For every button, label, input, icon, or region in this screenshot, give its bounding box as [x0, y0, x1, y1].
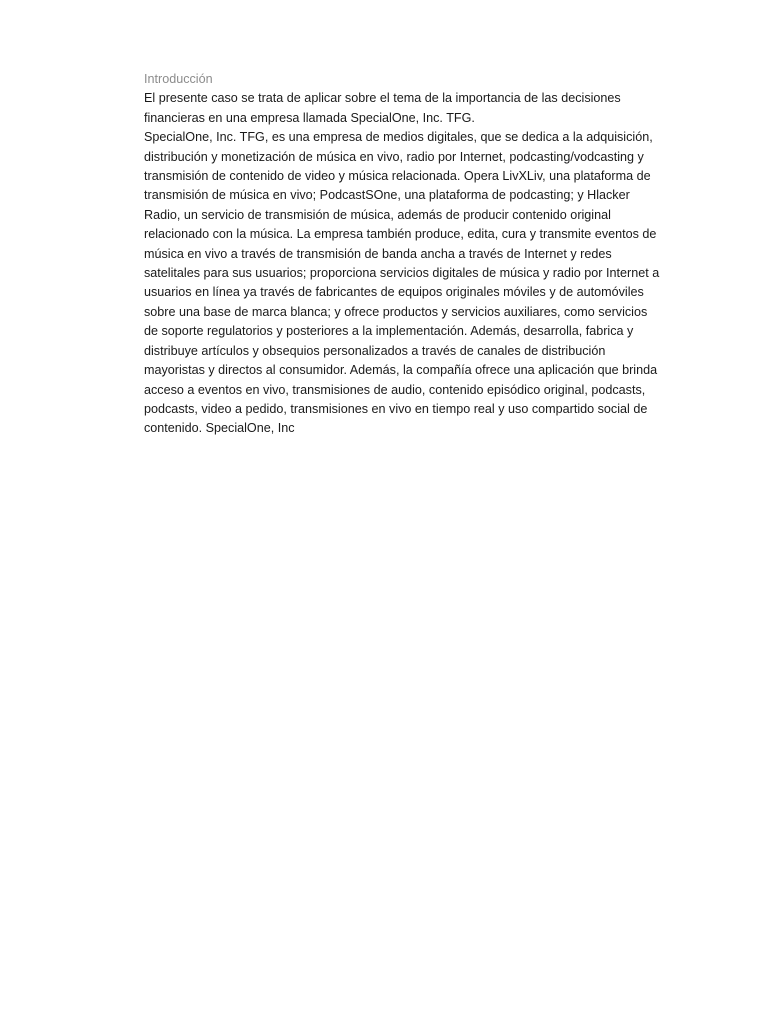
text-line: distribuye artículos y obsequios personalizados a través de canales de distribución	[144, 343, 606, 358]
text-line: satelitales para sus usuarios; proporciona servicios digitales de música y radio por Internet a	[144, 266, 660, 281]
text-line: transmisión de contenido de video y música relacionada. Opera LivXLiv, una plataforma de	[144, 169, 651, 184]
text-line: usuarios en línea ya través de fabricantes de equipos originales móviles y de automóviles	[144, 285, 644, 300]
text-line: relacionado con la música. La empresa también produce, edita, cura y transmite eventos de	[144, 227, 657, 242]
text-line: podcasts, video a pedido, transmisiones en vivo en tiempo real y uso compartido social de	[144, 401, 648, 416]
text-line: financieras en una empresa llamada SpecialOne, Inc. TFG.	[144, 110, 475, 125]
section-heading: Introducción	[144, 72, 213, 86]
paragraph-company-description	[144, 128, 664, 439]
text-line: transmisión de música en vivo; PodcastSOne, una plataforma de podcasting; y Hlacker	[144, 188, 630, 203]
text-line: SpecialOne, Inc. TFG, es una empresa de medios digitales, que se dedica a la adquisición,	[144, 130, 653, 145]
text-line: El presente caso se trata de aplicar sobre el tema de la importancia de las decisiones	[144, 91, 621, 106]
document-body	[144, 70, 664, 439]
text-line: distribución y monetización de música en vivo, radio por Internet, podcasting/vodcasting y	[144, 149, 644, 164]
text-line: de soporte regulatorios y posteriores a la implementación. Además, desarrolla, fabrica y	[144, 324, 634, 339]
text-line: sobre una base de marca blanca; y ofrece productos y servicios auxiliares, como servicios	[144, 304, 648, 319]
text-line: música en vivo a través de transmisión de banda ancha a través de Internet y redes	[144, 246, 612, 261]
text-line: acceso a eventos en vivo, transmisiones de audio, contenido episódico original, podcasts,	[144, 382, 646, 397]
text-line: Radio, un servicio de transmisión de música, además de producir contenido original	[144, 207, 611, 222]
text-line: mayoristas y directos al consumidor. Además, la compañía ofrece una aplicación que brinda	[144, 363, 658, 378]
text-line: contenido. SpecialOne, Inc	[144, 421, 295, 436]
paragraph-intro	[144, 89, 664, 128]
